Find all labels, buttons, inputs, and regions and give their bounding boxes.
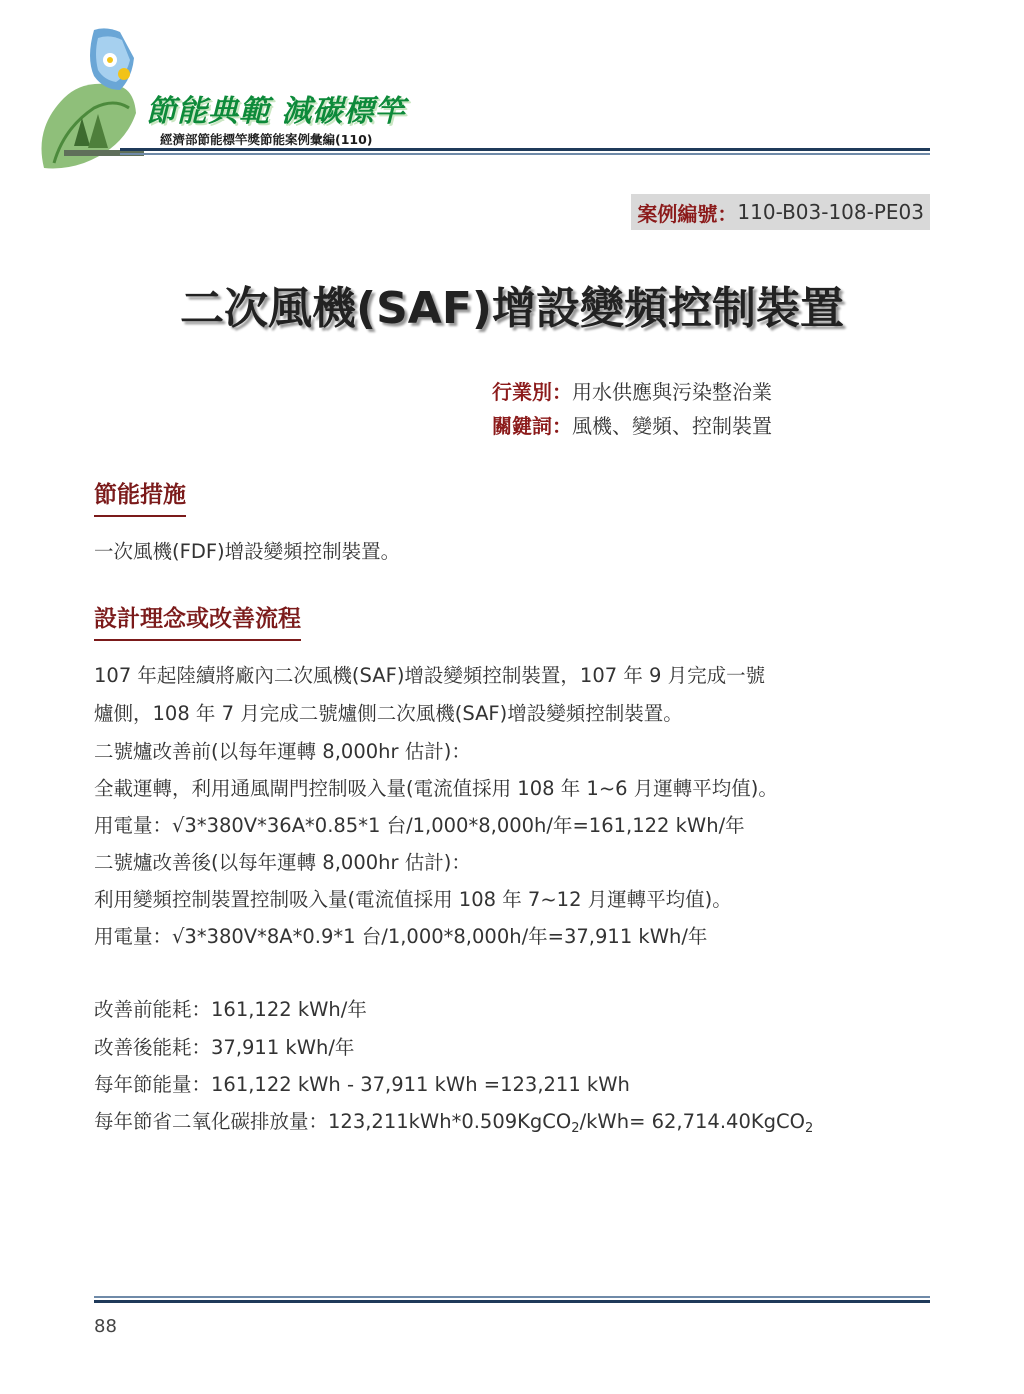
brand-subtitle: 經濟部節能標竿獎節能案例彙編(110) <box>160 132 373 147</box>
design-line: 用電量：√3*380V*36A*0.85*1 台/1,000*8,000h/年=161,122 kWh/年 <box>94 814 745 837</box>
design-line: 用電量：√3*380V*8A*0.9*1 台/1,000*8,000h/年=37,911 kWh/年 <box>94 925 708 948</box>
co2-prefix: 每年節省二氧化碳排放量：123,211kWh*0.509KgCO <box>94 1110 572 1133</box>
page-title: 二次風機(SAF)增設變頻控制裝置 <box>179 283 845 334</box>
design-line: 爐側，108 年 7 月完成二號爐側二次風機(SAF)增設變頻控制裝置。 <box>94 702 683 725</box>
industry-row <box>492 376 772 405</box>
design-line: 二號爐改善後(以每年運轉 8,000hr 估計)： <box>94 851 471 874</box>
result-line: 每年節能量：161,122 kWh - 37,911 kWh =123,211 kWh <box>94 1073 630 1096</box>
industry-value: 用水供應與污染整治業 <box>572 380 772 404</box>
measures-text: 一次風機(FDF)增設變頻控制裝置。 <box>94 540 401 563</box>
case-number-label: 案例編號： <box>637 201 738 226</box>
keywords-value: 風機、變頻、控制裝置 <box>572 414 772 438</box>
header-rule-dark <box>120 148 930 151</box>
design-line: 全載運轉，利用通風閘門控制吸入量(電流值採用 108 年 1~6 月運轉平均值)。 <box>94 777 778 800</box>
footer-rule-light <box>94 1296 930 1298</box>
industry-label: 行業別： <box>492 380 572 404</box>
brand-title: 節能典範 減碳標竿 <box>146 94 406 129</box>
co2-subscript: 2 <box>804 1121 814 1136</box>
case-number-box <box>631 194 930 230</box>
design-line: 107 年起陸續將廠內二次風機(SAF)增設變頻控制裝置，107 年 9 月完成一號 <box>94 664 766 687</box>
co2-subscript: 2 <box>571 1121 580 1136</box>
co2-reduction-line <box>94 1106 813 1136</box>
design-line: 利用變頻控制裝置控制吸入量(電流值採用 108 年 7~12 月運轉平均值)。 <box>94 888 732 911</box>
result-line: 改善後能耗：37,911 kWh/年 <box>94 1036 355 1059</box>
case-number-value: 110-B03-108-PE03 <box>737 200 924 224</box>
section-heading-measures: 節能措施 <box>94 476 186 517</box>
section-heading-design: 設計理念或改善流程 <box>94 600 301 641</box>
header-rule-light <box>120 153 930 155</box>
keywords-row <box>492 410 772 439</box>
page-number: 88 <box>94 1316 117 1337</box>
design-line: 二號爐改善前(以每年運轉 8,000hr 估計)： <box>94 740 471 763</box>
result-line: 改善前能耗：161,122 kWh/年 <box>94 998 367 1021</box>
keywords-label: 關鍵詞： <box>492 414 572 438</box>
co2-mid: /kWh= 62,714.40KgCO <box>579 1110 805 1133</box>
footer-rule-dark <box>94 1300 930 1303</box>
